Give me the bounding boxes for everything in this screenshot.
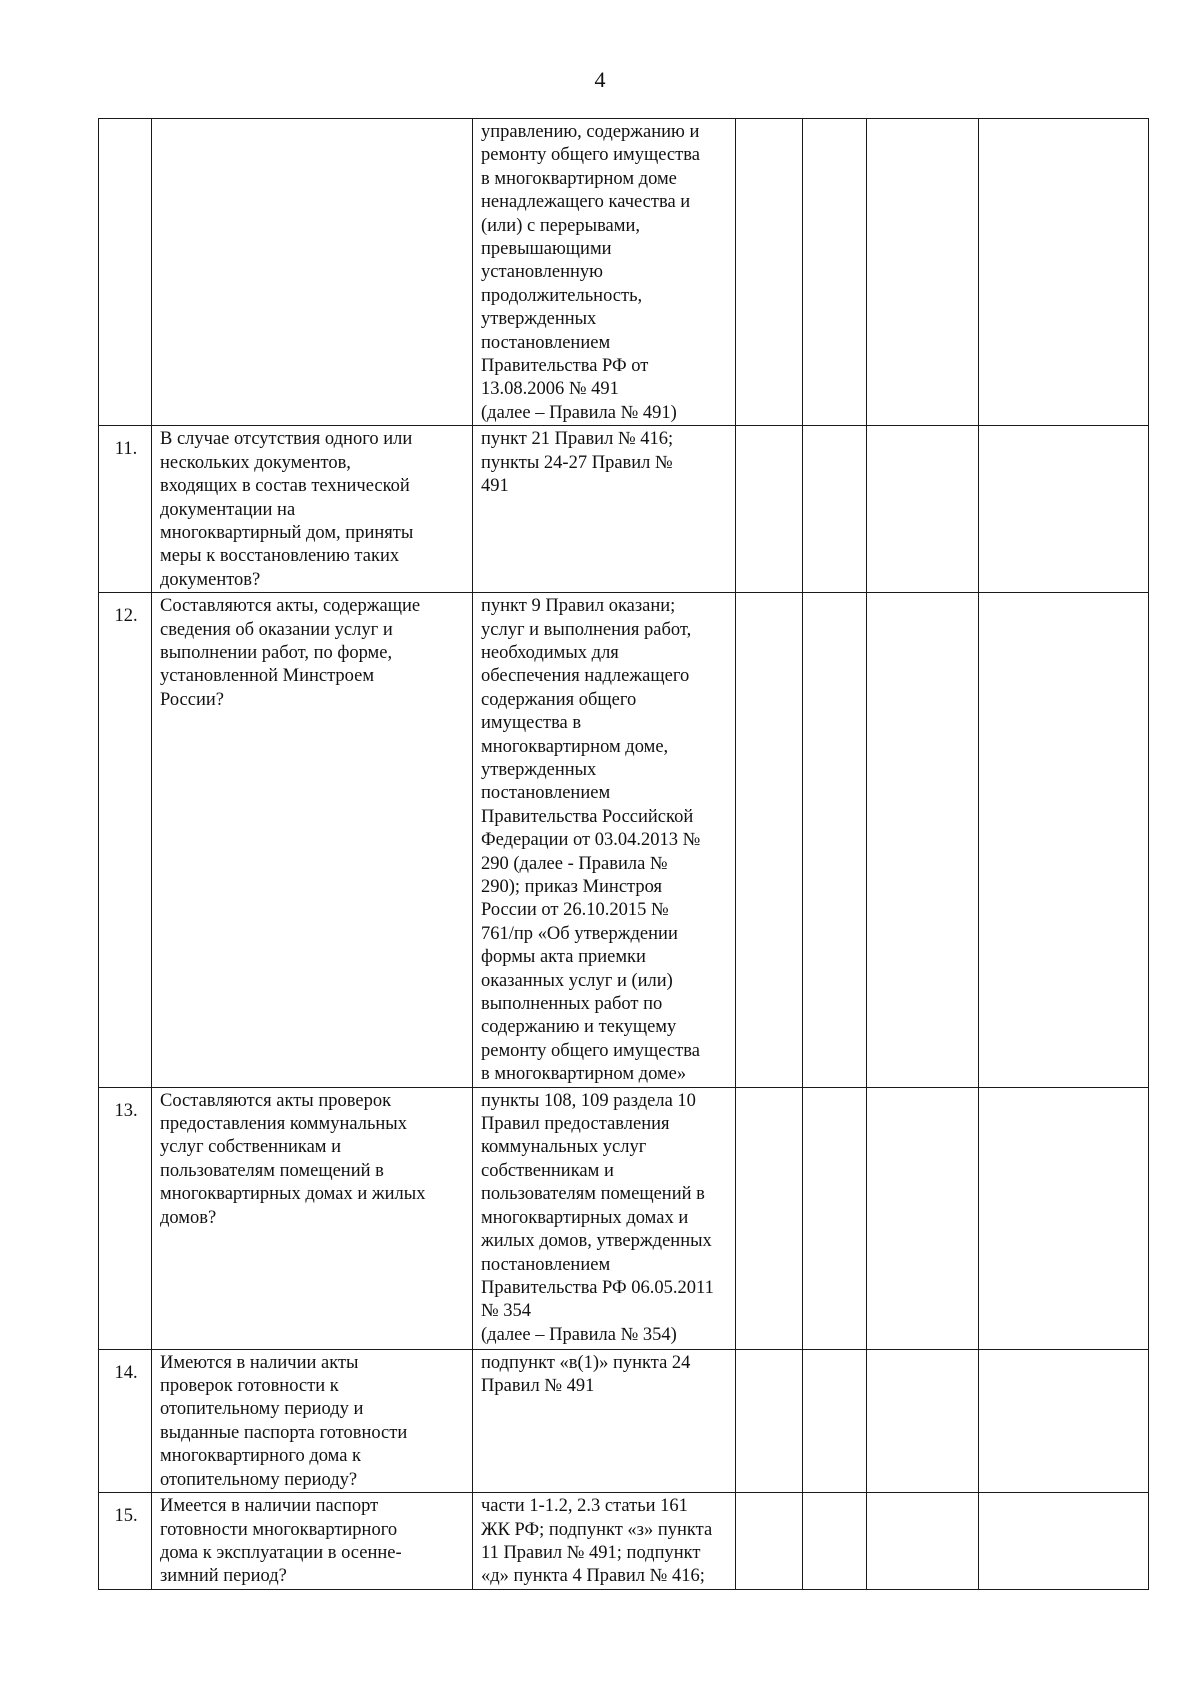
note-cell — [979, 1349, 1149, 1492]
table-row — [99, 593, 1149, 1088]
table-row — [99, 1493, 1149, 1590]
answer-no-cell — [803, 593, 867, 1088]
answer-not-applicable-cell — [867, 426, 979, 593]
question-cell — [152, 119, 473, 426]
note-cell — [979, 426, 1149, 593]
note-cell — [979, 593, 1149, 1088]
answer-not-applicable-cell — [867, 1493, 979, 1590]
checklist-table — [98, 118, 1149, 1590]
answer-no-cell — [803, 119, 867, 426]
row-number: 15. — [99, 1493, 152, 1590]
answer-yes-cell — [736, 426, 803, 593]
legal-reference-cell: пункт 9 Правил оказани; услуг и выполнения работ, необходимых для обеспечения надлежащего содержания общего имущества в многоквартирном доме, утвержденных постановлением Правительства Российской Федерации от 03.04.2013 № 290 (далее - Правила № 290); приказ Минстроя России от 26.10.2015 № 761/пр «Об утверждении формы акта приемки оказанных услуг и (или) выполненных работ по содержанию и текущему ремонту общего имущества в многоквартирном доме» — [473, 593, 736, 1088]
legal-reference-cell: пункты 108, 109 раздела 10 Правил предоставления коммунальных услуг собственникам и пользователям помещений в многоквартирных домах и жилых домов, утвержденных постановлением Правительства РФ 06.05.2011 № 354 (далее – Правила № 354) — [473, 1087, 736, 1349]
answer-not-applicable-cell — [867, 1087, 979, 1349]
page-number: 4 — [594, 67, 606, 92]
answer-not-applicable-cell — [867, 119, 979, 426]
answer-no-cell — [803, 426, 867, 593]
answer-yes-cell — [736, 1087, 803, 1349]
answer-not-applicable-cell — [867, 593, 979, 1088]
note-cell — [979, 119, 1149, 426]
question-cell: Имеются в наличии акты проверок готовности к отопительному периоду и выданные паспорта готовности многоквартирного дома к отопительному периоду? — [152, 1349, 473, 1492]
answer-no-cell — [803, 1349, 867, 1492]
question-cell: В случае отсутствия одного или нескольких документов, входящих в состав технической документации на многоквартирный дом, приняты меры к восстановлению таких документов? — [152, 426, 473, 593]
question-cell: Имеется в наличии паспорт готовности многоквартирного дома к эксплуатации в осенне- зимний период? — [152, 1493, 473, 1590]
answer-yes-cell — [736, 1493, 803, 1590]
question-cell: Составляются акты, содержащие сведения об оказании услуг и выполнении работ, по форме, установленной Минстроем России? — [152, 593, 473, 1088]
answer-yes-cell — [736, 593, 803, 1088]
note-cell — [979, 1493, 1149, 1590]
legal-reference-cell: управлению, содержанию и ремонту общего имущества в многоквартирном доме ненадлежащего качества и (или) с перерывами, превышающими установленную продолжительность, утвержденных постановлением Правительства РФ от 13.08.2006 № 491 (далее – Правила № 491) — [473, 119, 736, 426]
answer-yes-cell — [736, 119, 803, 426]
legal-reference-cell: подпункт «в(1)» пункта 24 Правил № 491 — [473, 1349, 736, 1492]
table-row — [99, 426, 1149, 593]
answer-not-applicable-cell — [867, 1349, 979, 1492]
answer-no-cell — [803, 1087, 867, 1349]
note-cell — [979, 1087, 1149, 1349]
table-row — [99, 1087, 1149, 1349]
answer-yes-cell — [736, 1349, 803, 1492]
row-number — [99, 119, 152, 426]
legal-reference-cell: части 1-1.2, 2.3 статьи 161 ЖК РФ; подпункт «з» пункта 11 Правил № 491; подпункт «д» пункта 4 Правил № 416; — [473, 1493, 736, 1590]
row-number: 13. — [99, 1087, 152, 1349]
table-row — [99, 1349, 1149, 1492]
row-number: 14. — [99, 1349, 152, 1492]
question-cell: Составляются акты проверок предоставления коммунальных услуг собственникам и пользователям помещений в многоквартирных домах и жилых домов? — [152, 1087, 473, 1349]
answer-no-cell — [803, 1493, 867, 1590]
legal-reference-cell: пункт 21 Правил № 416; пункты 24-27 Правил № 491 — [473, 426, 736, 593]
row-number: 11. — [99, 426, 152, 593]
row-number: 12. — [99, 593, 152, 1088]
table-row — [99, 119, 1149, 426]
